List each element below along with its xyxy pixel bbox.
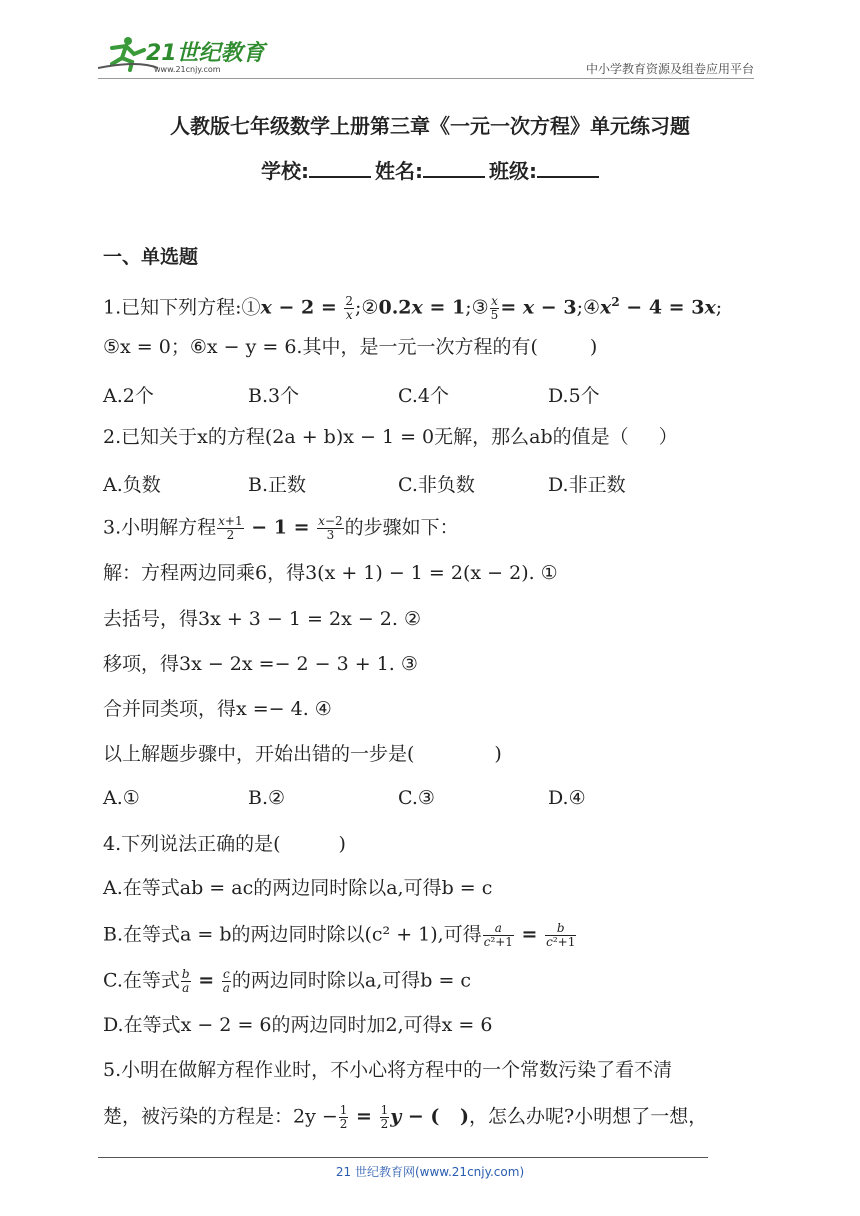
page-title: 人教版七年级数学上册第三章《一元一次方程》单元练习题: [170, 114, 690, 138]
school-blank[interactable]: [309, 176, 371, 178]
q4-option-d[interactable]: D.在等式x − 2 = 6的两边同时加2,可得x = 6: [103, 1014, 493, 1036]
footer-text[interactable]: 21 世纪教育网(www.21cnjy.com): [335, 1165, 525, 1179]
student-info: [0, 155, 860, 184]
q3-ask: 以上解题步骤中，开始出错的一步是( ): [103, 743, 502, 765]
q2-option-a[interactable]: A.负数: [103, 474, 161, 496]
q4-stem: 4.下列说法正确的是( ): [103, 833, 346, 855]
logo: [98, 34, 268, 74]
school-label: 学校:: [261, 159, 309, 183]
q3-stem: 3.小明解方程 $\frac{x+1}{2}$ − 1 = $\frac{x-2}{3}$ 的步骤如下：: [103, 514, 459, 542]
q2-option-d[interactable]: D.非正数: [548, 474, 626, 496]
q1-stem: 1.已知下列方程:①: [103, 296, 261, 319]
q1-option-a[interactable]: A.2个: [103, 385, 154, 407]
q3-option-a[interactable]: A.①: [103, 787, 140, 809]
q4-option-c[interactable]: C.在等式 $\frac{b}{a}$ = $\frac{c}{a}$ 的两边同时除以a,可得b = c: [103, 967, 472, 995]
q1-line1: 1.已知下列方程:①x − 2 = $\frac{2}{x}$ ;②0.2x = 1;③ $\frac{x}{5}$ = $x - 3;④x^2 - 4 = 3x$;: [103, 293, 723, 322]
svg-text:www.21cnjy.com: www.21cnjy.com: [154, 65, 221, 74]
header-divider: [98, 78, 754, 79]
q5-line2: 楚，被污染的方程是：2y − $\frac{1}{2}$ = $\frac{1}{2}$ y − ( )，怎么办呢?小明想了一想，: [103, 1103, 708, 1131]
q3-option-c[interactable]: C.③: [398, 787, 435, 809]
q3-step1: 解：方程两边同乘6，得3(x + 1) − 1 = 2(x − 2). ①: [103, 562, 558, 584]
q2-stem: 2.已知关于x的方程(2a + b)x − 1 = 0无解，那么ab的值是（ ）: [103, 426, 678, 448]
q3-step3: 移项，得3x − 2x =− 2 − 3 + 1. ③: [103, 653, 418, 675]
q4-option-a[interactable]: A.在等式ab = ac的两边同时除以a,可得b = c: [103, 877, 493, 899]
q1-line2: ⑤x = 0；⑥x − y = 6.其中，是一元一次方程的有( ): [103, 336, 598, 358]
page-header: [98, 30, 754, 80]
q2-option-c[interactable]: C.非负数: [398, 474, 475, 496]
q3-option-d[interactable]: D.④: [548, 787, 586, 809]
q1-option-c[interactable]: C.4个: [398, 385, 449, 407]
q3-step2: 去括号，得3x + 3 − 1 = 2x − 2. ②: [103, 608, 421, 630]
q3-step4: 合并同类项，得x =− 4. ④: [103, 698, 332, 720]
q4-option-b[interactable]: B.在等式a = b的两边同时除以(c² + 1),可得 $\frac{a}{\text{c²+1}}$ = $\frac{b}{\text{c²+1}}$: [103, 921, 576, 949]
section-heading: 一、单选题: [103, 246, 199, 268]
footer-divider: [98, 1157, 708, 1158]
class-label: 班级:: [489, 159, 537, 183]
name-label: 姓名:: [375, 159, 423, 183]
svg-text:21世纪教育: 21世纪教育: [146, 41, 265, 66]
q5-line1: 5.小明在做解方程作业时，不小心将方程中的一个常数污染了看不清: [103, 1059, 673, 1081]
q1-option-b[interactable]: B.3个: [248, 385, 300, 407]
q3-option-b[interactable]: B.②: [248, 787, 286, 809]
name-blank[interactable]: [423, 176, 485, 178]
class-blank[interactable]: [537, 176, 599, 178]
header-slogan: 中小学教育资源及组卷应用平台: [585, 62, 754, 76]
q2-option-b[interactable]: B.正数: [248, 474, 307, 496]
q1-option-d[interactable]: D.5个: [548, 385, 600, 407]
